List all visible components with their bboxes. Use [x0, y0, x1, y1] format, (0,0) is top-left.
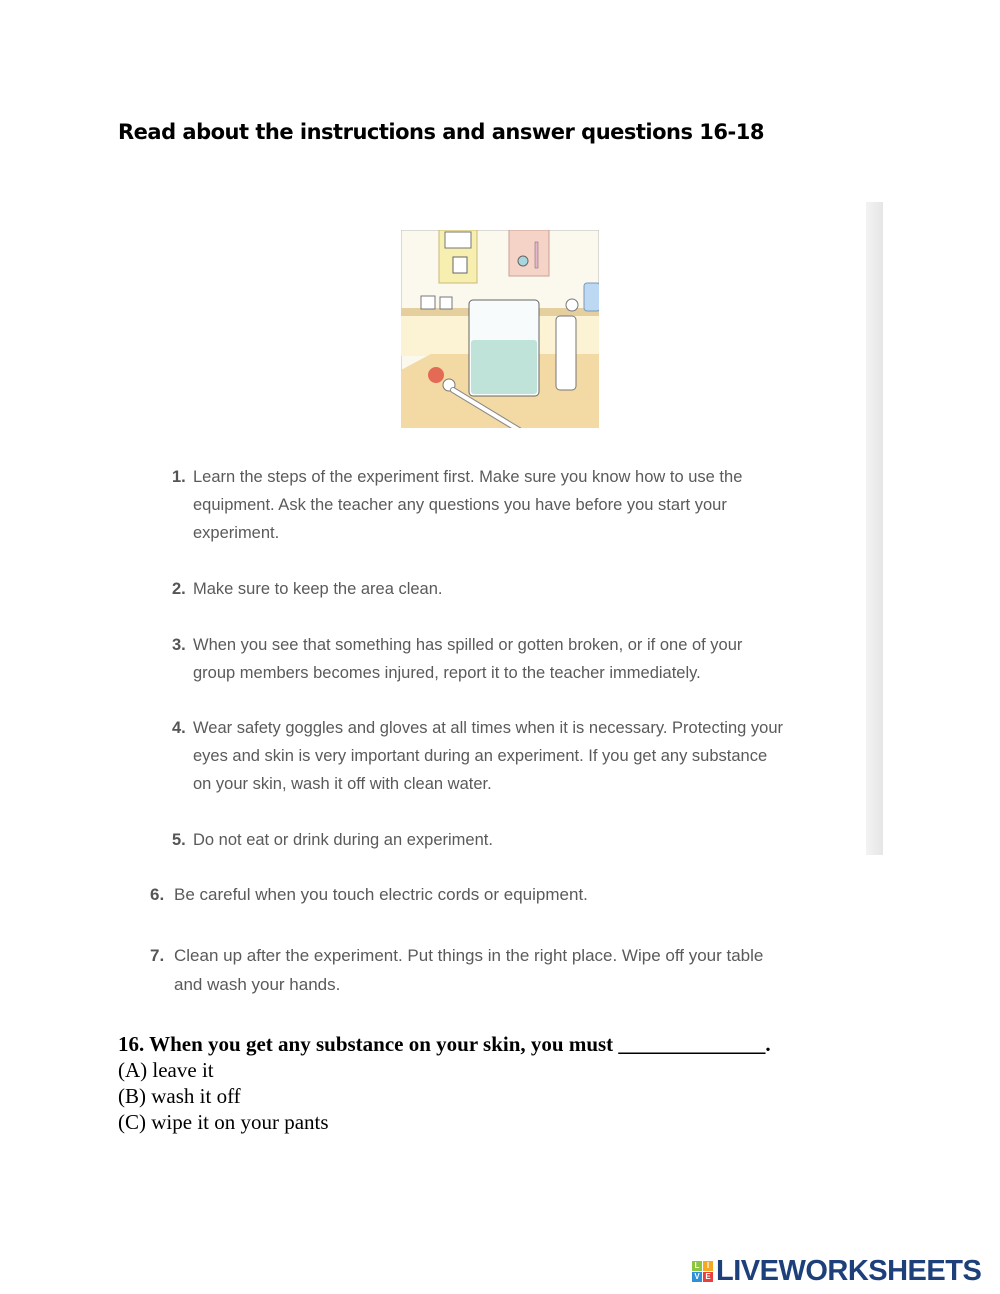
logo-tile: L: [692, 1261, 702, 1271]
logo-tiles: [692, 1261, 713, 1282]
logo-tile: E: [703, 1272, 713, 1282]
rule-number: 2.: [172, 580, 186, 598]
logo-tile: I: [703, 1261, 713, 1271]
page-title: Read about the instructions and answer questions 16-18: [118, 120, 764, 144]
rule-number: 1.: [172, 468, 186, 486]
rule-text: group members becomes injured, report it to the teacher immediately.: [193, 664, 701, 682]
rule-text: experiment.: [193, 524, 280, 542]
rule-number: 6.: [150, 885, 165, 904]
rule-2: [172, 575, 842, 603]
option-a[interactable]: (A) leave it: [118, 1058, 214, 1082]
rule-6: [150, 881, 870, 909]
rule-text: Learn the steps of the experiment first. Make sure you know how to use the: [193, 468, 743, 486]
question-16: 16. When you get any substance on your skin, you must ______________.: [118, 1032, 771, 1056]
rule-number: 4.: [172, 719, 186, 737]
rule-text: Be careful when you touch electric cords or equipment.: [174, 885, 588, 904]
liveworksheets-logo: [692, 1255, 981, 1288]
rule-3: [172, 631, 842, 687]
rule-1: [172, 463, 842, 547]
rule-text: Clean up after the experiment. Put things in the right place. Wipe off your table: [174, 946, 764, 965]
rule-text: equipment. Ask the teacher any questions you have before you start your: [193, 496, 727, 514]
logo-text: LIVEWORKSHEETS: [716, 1255, 982, 1287]
rule-text: eyes and skin is very important during an experiment. If you get any substance: [193, 747, 768, 765]
logo-tile: V: [692, 1272, 702, 1282]
science-lab-equipment-illustration: [401, 230, 599, 428]
option-b[interactable]: (B) wash it off: [118, 1084, 241, 1108]
rule-number: 5.: [172, 831, 186, 849]
rule-text: on your skin, wash it off with clean water.: [193, 775, 492, 793]
rule-text: When you see that something has spilled or gotten broken, or if one of your: [193, 636, 743, 654]
scan-edge: [866, 202, 883, 855]
rule-text: Wear safety goggles and gloves at all times when it is necessary. Protecting your: [193, 719, 784, 737]
rule-4: [172, 714, 852, 798]
rule-5: [172, 826, 842, 854]
rule-text: Do not eat or drink during an experiment.: [193, 831, 493, 849]
rule-text: and wash your hands.: [174, 975, 341, 994]
rule-7: [150, 941, 870, 1001]
rule-number: 7.: [150, 946, 165, 965]
rule-number: 3.: [172, 636, 186, 654]
option-c[interactable]: (C) wipe it on your pants: [118, 1110, 329, 1134]
rule-text: Make sure to keep the area clean.: [193, 580, 443, 598]
